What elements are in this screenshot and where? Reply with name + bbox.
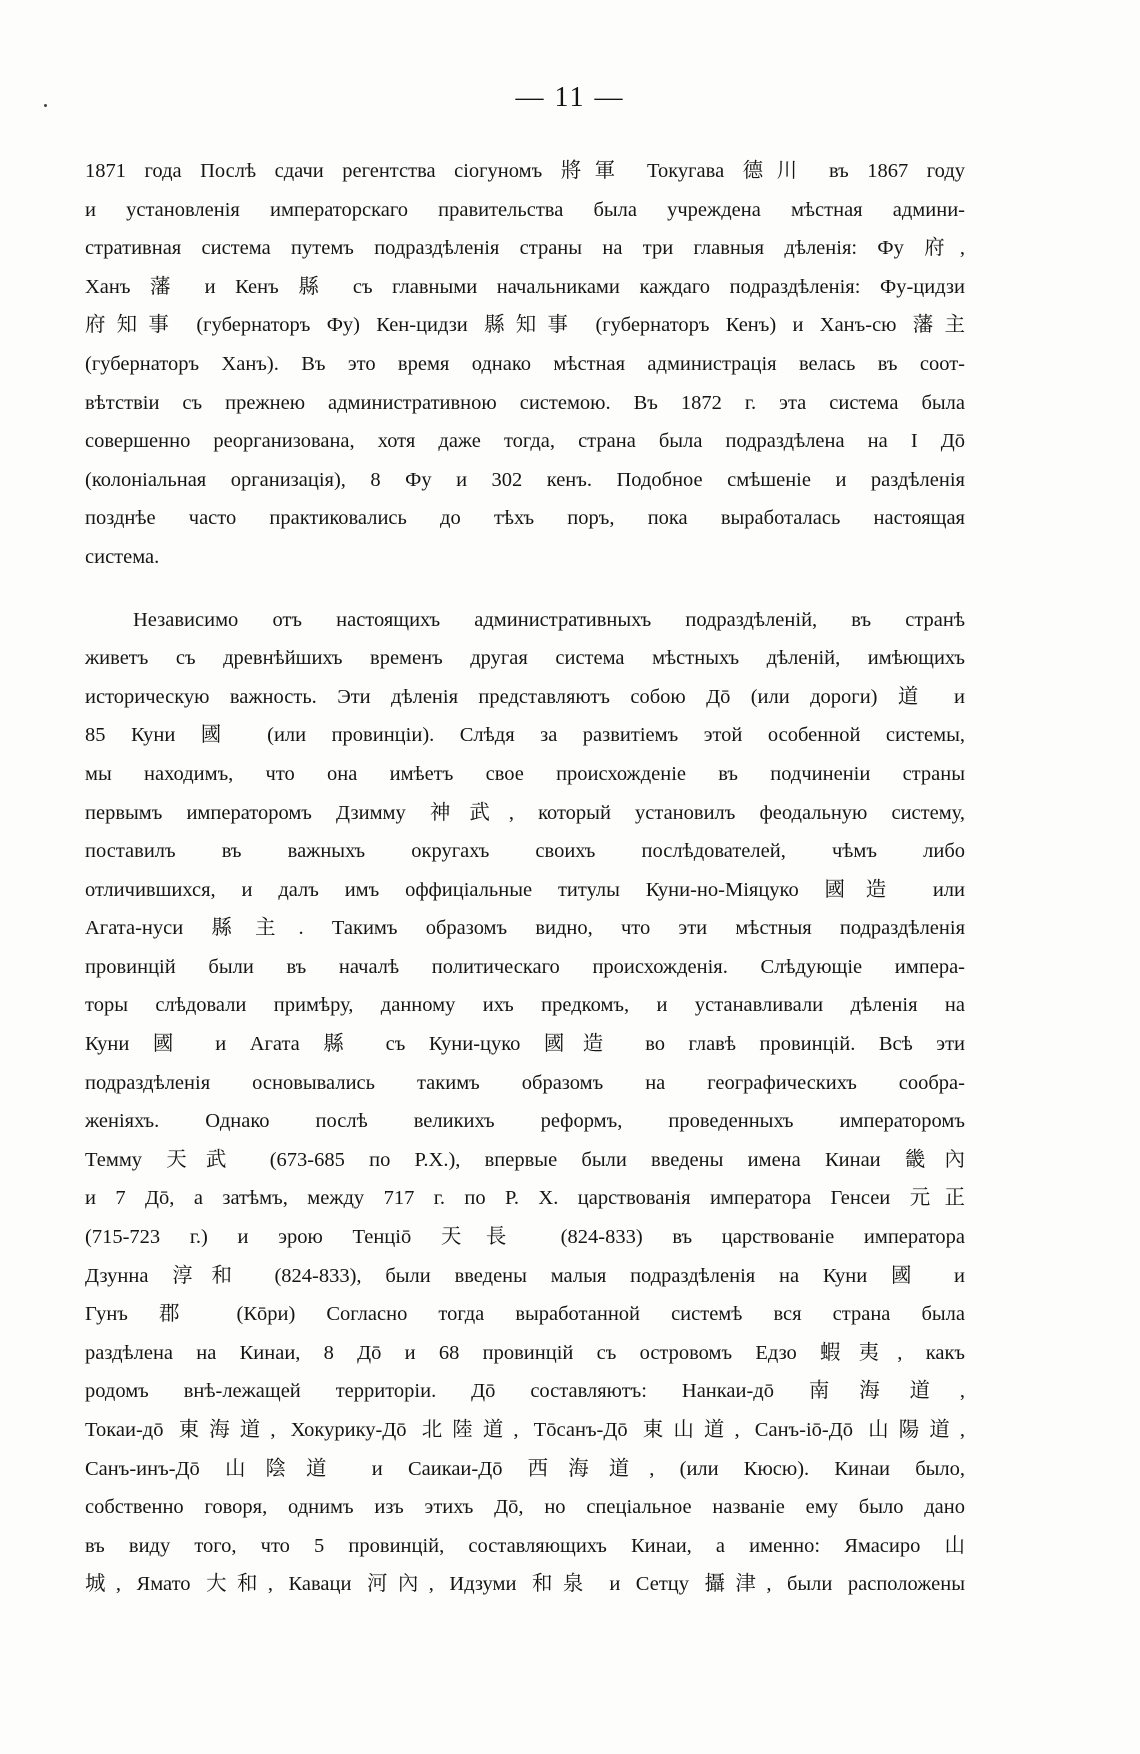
text-line: поставилъ въ важныхъ округахъ своихъ послѣдователей, чѣмъ либо (85, 840, 965, 863)
text-line: историческую важность. Эти дѣленія представляютъ собою Дō (или дороги) 道 и (85, 685, 965, 708)
text-line: 85 Куни 國 (или провинціи). Слѣдя за развитіемъ этой особенной системы, (85, 724, 965, 747)
text-line: стративная система путемъ подраздѣленія страны на три главныя дѣленія: Фу 府, (85, 237, 965, 260)
paragraph-2 (85, 601, 965, 1604)
text-line: провинцій были въ началѣ политическаго происхожденія. Слѣдующіе импера- (85, 955, 965, 978)
text-line: Гунъ 郡 (Кōри) Согласно тогда выработанной системѣ вся страна была (85, 1303, 965, 1326)
text-line: 1871 года Послѣ сдачи регентства сіогуномъ 將軍 Токугава 德川 въ 1867 году (85, 160, 965, 182)
text-line: Ханъ 藩 и Кенъ 縣 съ главными начальниками каждаго подраздѣленія: Фу-цидзи (85, 275, 965, 298)
text-line: совершенно реорганизована, хотя даже тогда, страна была подраздѣлена на I Дō (85, 430, 965, 453)
text-line: Независимо отъ настоящихъ административныхъ подраздѣленій, въ странѣ (133, 608, 965, 631)
text-line: собственно говоря, однимъ изъ этихъ Дō, но спеціальное названіе ему было дано (85, 1496, 965, 1519)
text-line: раздѣлена на Кинаи, 8 Дō и 68 провинцій съ островомъ Едзо 蝦夷, какъ (85, 1341, 965, 1364)
text-line: позднѣе часто практиковались до тѣхъ поръ, пока выработалась настоящая (85, 507, 965, 530)
text-line: подраздѣленія основывались такимъ образомъ на географическихъ сообра- (85, 1071, 965, 1094)
text-line: Агата-нуси 縣主. Такимъ образомъ видно, что эти мѣстныя подраздѣленія (85, 917, 965, 940)
text-line: женіяхъ. Однако послѣ великихъ реформъ, проведенныхъ императоромъ (85, 1110, 965, 1133)
text-line: (колоніальная организація), 8 Фу и 302 кенъ. Подобное смѣшеніе и раздѣленія (85, 468, 965, 491)
text-line: отличившихся, и далъ имъ оффиціальные титулы Куни-но-Міяцуко 國造 или (85, 878, 965, 901)
text-line: мы находимъ, что она имѣетъ свое происхожденіе въ подчиненіи страны (85, 762, 965, 785)
text-line: система. (85, 545, 160, 568)
text-line: живетъ съ древнѣйшихъ временъ другая система мѣстныхъ дѣленій, имѣющихъ (85, 647, 965, 670)
text-line: первымъ императоромъ Дзимму 神武, который установилъ феодальную систему, (85, 801, 965, 824)
text-line: вѣтствіи съ прежнею административною системою. Въ 1872 г. эта система была (85, 391, 965, 414)
body-text (85, 152, 965, 1604)
text-line: 府知事 (губернаторъ Фу) Кен-цидзи 縣知事 (губернаторъ Кенъ) и Ханъ-сю 藩主 (85, 314, 965, 337)
text-line: торы слѣдовали примѣру, данному ихъ предкомъ, и устанавливали дѣленія на (85, 994, 965, 1017)
text-line: и 7 Дō, а затѣмъ, между 717 г. по Р. Х. царствованія императора Генсеи 元正 (85, 1187, 965, 1210)
text-line: и установленія императорскаго правительства была учреждена мѣстная админи- (85, 198, 965, 221)
text-line: 城, Ямато 大和, Каваци 河內, Идзуми 和泉 и Сетцу 攝津, были расположены (85, 1573, 965, 1596)
text-line: (губернаторъ Ханъ). Въ это время однако мѣстная администрація велась въ соот- (85, 352, 965, 375)
text-line: Токаи-дō 東海道, Хокурику-Дō 北陸道, Тōсанъ-Дō 東山道, Санъ-іō-Дō 山陽道, (85, 1419, 965, 1441)
text-line: (715-723 г.) и эрою Тенціō 天長 (824-833) въ царствованіе императора (85, 1226, 965, 1249)
paragraph-1 (85, 152, 965, 577)
text-line: Куни 國 и Агата 縣 съ Куни-цуко 國造 во главѣ провинцій. Всѣ эти (85, 1033, 965, 1056)
text-line: Темму 天武 (673-685 по Р.Х.), впервые были введены имена Кинаи 畿內 (85, 1148, 965, 1171)
text-line: Дзунна 淳和 (824-833), были введены малыя подраздѣленія на Куни 國 и (85, 1264, 965, 1287)
text-line: въ виду того, что 5 провинцій, составляющихъ Кинаи, а именно: Ямасиро 山 (85, 1534, 965, 1557)
text-line: родомъ внѣ-лежащей территоріи. Дō составляютъ: Нанкаи-дō 南海道, (85, 1380, 965, 1403)
page-number: — 11 — (515, 82, 625, 113)
text-line: Санъ-инъ-Дō 山陰道 и Саикаи-Дō 西海道, (или Кюсю). Кинаи было, (85, 1457, 965, 1480)
